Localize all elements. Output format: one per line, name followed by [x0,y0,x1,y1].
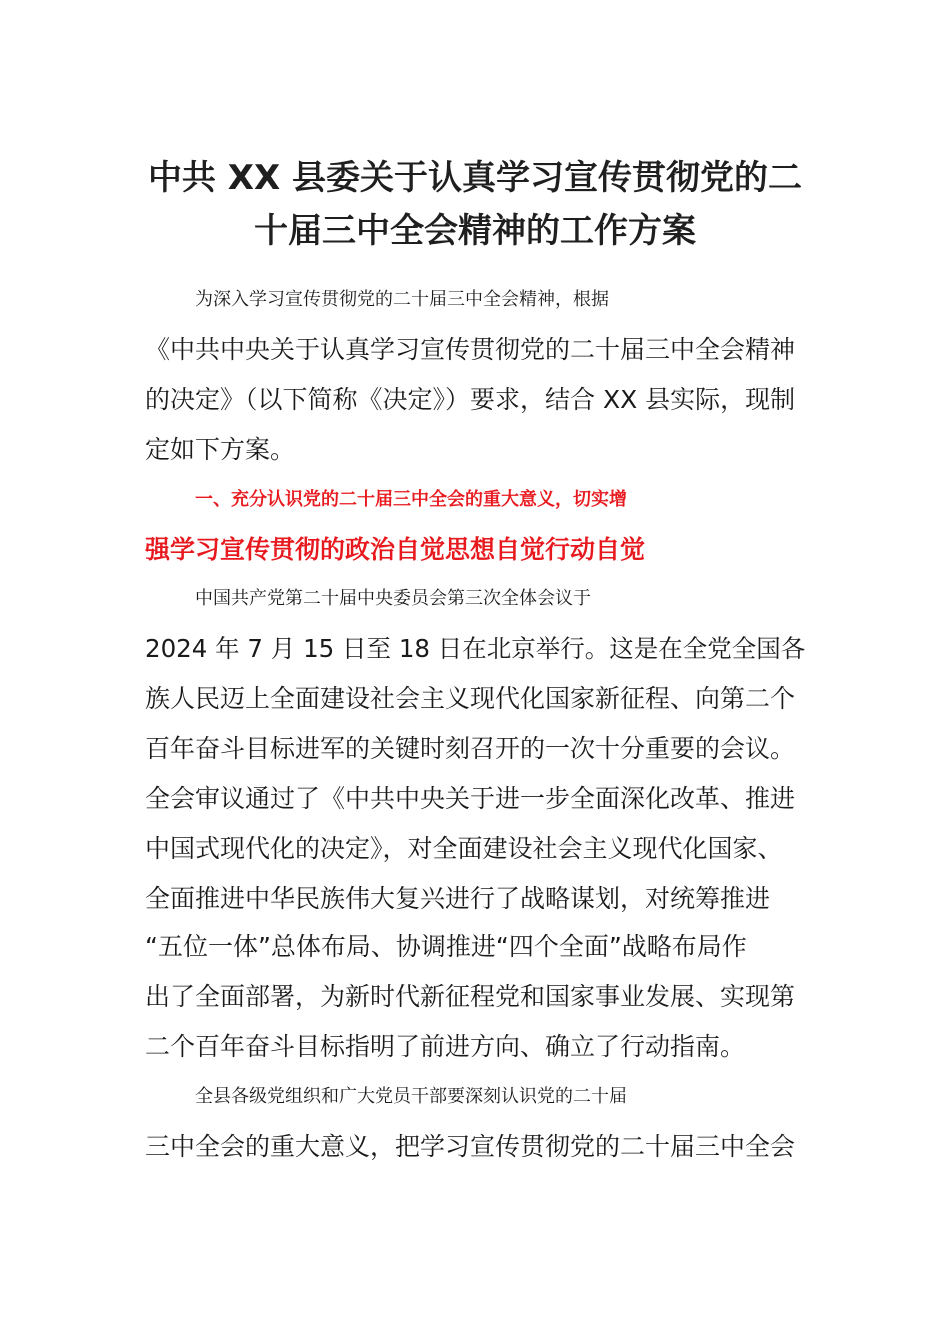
document-title [130,152,820,258]
paragraph-2-line-3: 族人民迈上全面建设社会主义现代化国家新征程、向第二个 [145,684,796,713]
paragraph-2-line-1: 中国共产党第二十届中央委员会第三次全体会议于 [195,588,591,609]
paragraph-2-line-8: “五位一体”总体布局、协调推进“四个全面”战略布局作 [145,932,747,961]
paragraph-1-line-1: 为深入学习宣传贯彻党的二十届三中全会精神，根据 [195,289,609,310]
paragraph-2-line-7: 全面推进中华民族伟大复兴进行了战略谋划，对统筹推进 [145,884,771,913]
paragraph-1-line-2: 《中共中央关于认真学习宣传贯彻党的二十届三中全会精神 [145,335,796,364]
paragraph-3-line-1: 全县各级党组织和广大党员干部要深刻认识党的二十届 [195,1086,627,1107]
paragraph-1-line-4: 定如下方案。 [145,435,296,464]
title-line-1: 中共 XX 县委关于认真学习宣传贯彻党的二 [147,158,803,198]
paragraph-2-line-10: 二个百年奋斗目标指明了前进方向、确立了行动指南。 [145,1032,746,1061]
paragraph-2-line-6: 中国式现代化的决定》，对全面建设社会主义现代化国家、 [145,834,783,863]
paragraph-2-line-4: 百年奋斗目标进军的关键时刻召开的一次十分重要的会议。 [145,734,796,763]
section-heading-line-1: 一、充分认识党的二十届三中全会的重大意义，切实增 [195,489,627,510]
section-heading-line-2: 强学习宣传贯彻的政治自觉思想自觉行动自觉 [145,535,646,564]
paragraph-3-line-2: 三中全会的重大意义，把学习宣传贯彻党的二十届三中全会 [145,1132,796,1161]
title-line-2: 十届三中全会精神的工作方案 [254,211,696,251]
paragraph-2-line-2: 2024 年 7 月 15 日至 18 日在北京举行。这是在全党全国各 [145,634,806,663]
paragraph-2-line-9: 出了全面部署，为新时代新征程党和国家事业发展、实现第 [145,982,796,1011]
paragraph-1-line-3: 的决定》（以下简称《决定》）要求，结合 XX 县实际，现制 [145,385,796,414]
paragraph-2-line-5: 全会审议通过了《中共中央关于进一步全面深化改革、推进 [145,784,796,813]
